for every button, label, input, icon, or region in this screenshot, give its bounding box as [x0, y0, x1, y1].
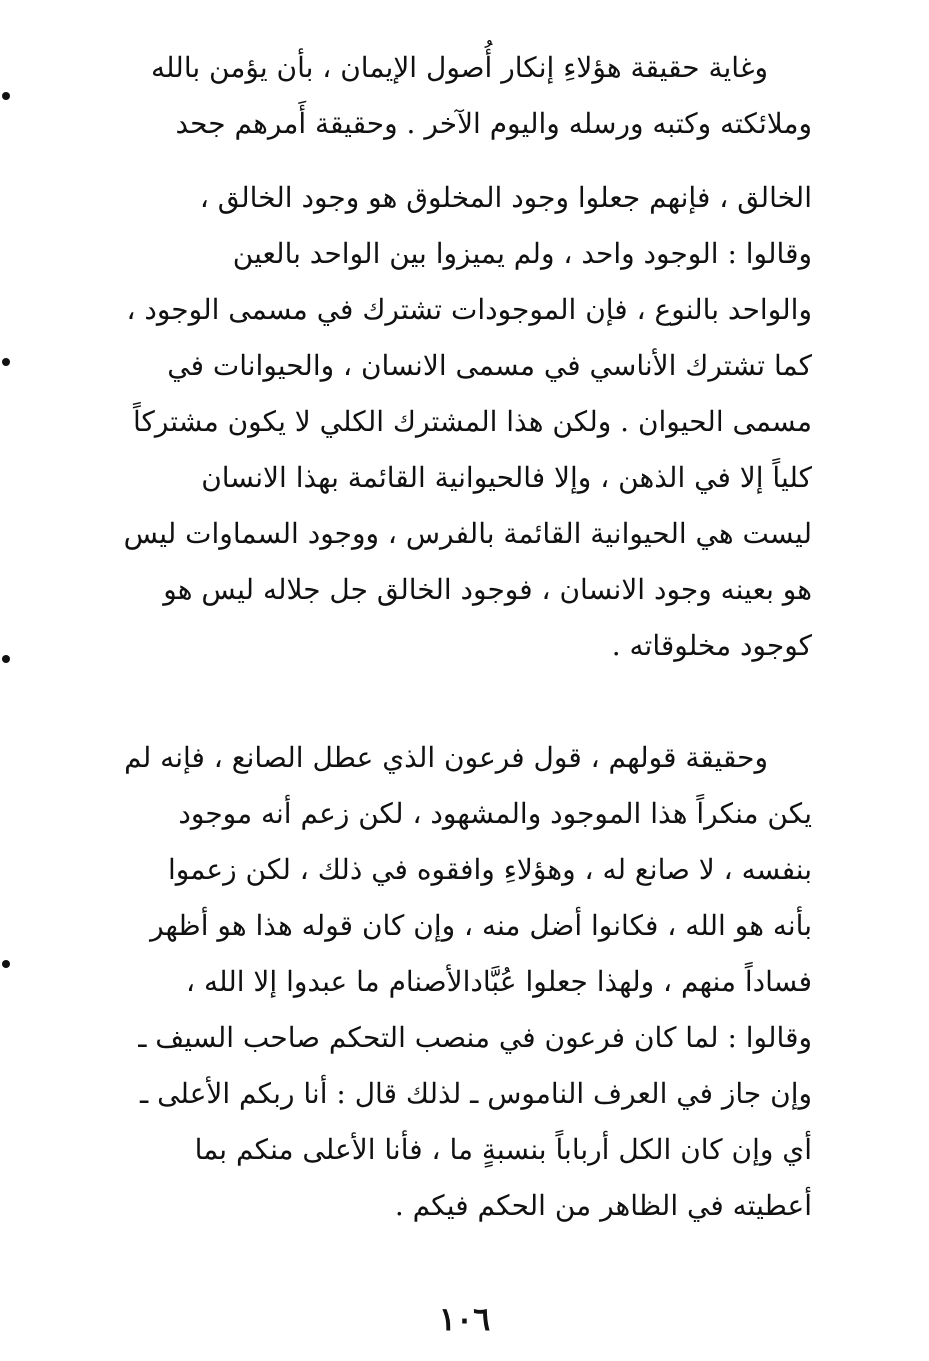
text-line: يكن منكراً هذا الموجود والمشهود ، لكن زعم أنه موجود	[178, 797, 812, 830]
text-line: والواحد بالنوع ، فإن الموجودات تشترك في مسمى الوجود ،	[126, 293, 812, 326]
text-line: وحقيقة قولهم ، قول فرعون الذي عطل الصانع ، فإنه لم	[124, 741, 768, 774]
margin-mark	[2, 358, 10, 366]
text-line: كوجود مخلوقاته .	[611, 629, 812, 662]
margin-mark	[2, 960, 10, 968]
text-line: بنفسه ، لا صانع له ، وهؤلاءِ وافقوه في ذلك ، لكن زعموا	[168, 853, 812, 886]
text-line: مسمى الحيوان . ولكن هذا المشترك الكلي لا يكون مشتركاً	[132, 405, 812, 438]
text-line: هو بعينه وجود الانسان ، فوجود الخالق جل جلاله ليس هو	[163, 573, 812, 606]
text-line: أي وإن كان الكل أرباباً بنسبةٍ ما ، فأنا الأعلى منكم بما	[194, 1133, 812, 1166]
page-number: ١٠٦	[438, 1300, 491, 1338]
paragraph-1-body	[60, 170, 812, 674]
margin-mark	[2, 655, 10, 663]
text-line: كلياً إلا في الذهن ، وإلا فالحيوانية القائمة بهذا الانسان	[201, 461, 812, 494]
text-line: فساداً منهم ، ولهذا جعلوا عُبَّادالأصنام ما عبدوا إلا الله ،	[186, 965, 812, 998]
text-line: أعطيته في الظاهر من الحكم فيكم .	[394, 1189, 812, 1222]
text-line: الخالق ، فإنهم جعلوا وجود المخلوق هو وجود الخالق ،	[199, 181, 812, 214]
text-line: ليست هي الحيوانية القائمة بالفرس ، ووجود السماوات ليس	[123, 517, 812, 550]
paragraph-2	[60, 730, 812, 1234]
margin-mark	[2, 92, 10, 100]
paragraph-1-top	[60, 40, 812, 152]
text-line: وقالوا : الوجود واحد ، ولم يميزوا بين الواحد بالعين	[232, 237, 812, 270]
text-line: وقالوا : لما كان فرعون في منصب التحكم صاحب السيف ـ	[138, 1021, 812, 1054]
text-line: وإن جاز في العرف الناموس ـ لذلك قال : أنا ربكم الأعلى ـ	[139, 1077, 812, 1110]
text-line: وملائكته وكتبه ورسله واليوم الآخر . وحقيقة أَمرهم جحد	[175, 107, 812, 140]
text-line: وغاية حقيقة هؤلاءِ إنكار أُصول الإيمان ، بأن يؤمن بالله	[151, 51, 768, 84]
text-line: بأنه هو الله ، فكانوا أضل منه ، وإن كان قوله هذا هو أظهر	[150, 909, 812, 942]
text-line: كما تشترك الأناسي في مسمى الانسان ، والحيوانات في	[167, 349, 812, 382]
